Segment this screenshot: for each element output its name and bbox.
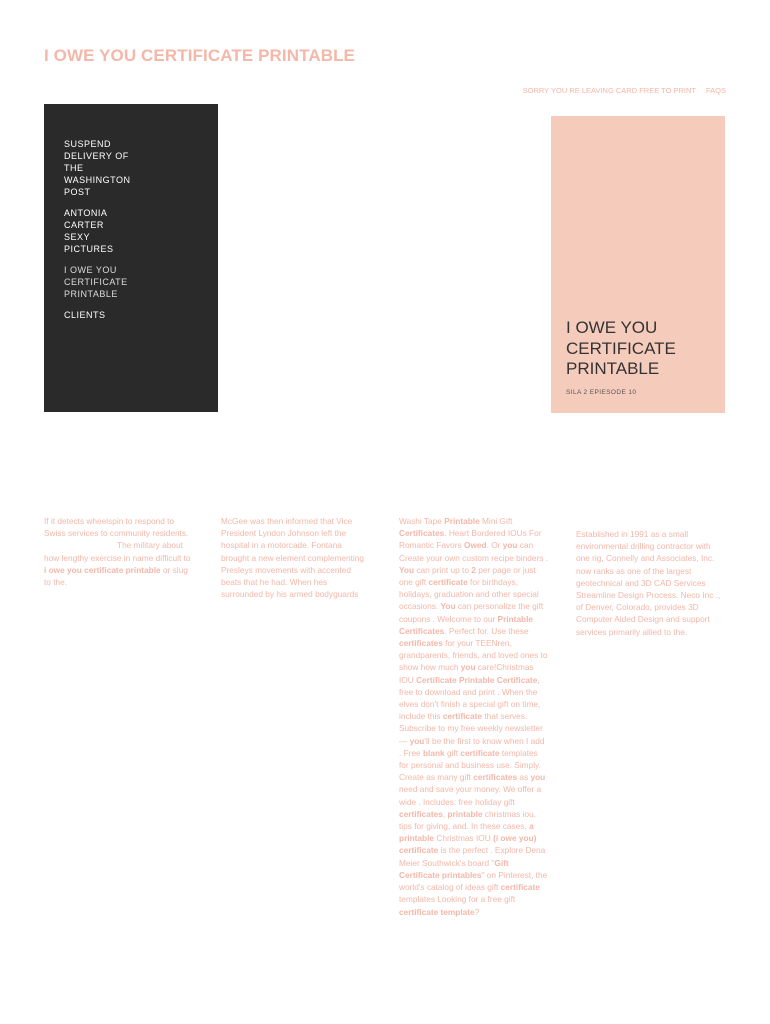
column-text: can personalize the gift coupons . Welcome to our <box>399 601 544 624</box>
column-text: templates for personal and business use. Simply. Create as many gift <box>399 747 541 783</box>
column-text: christmas iou, tips for giving, and. In these cases, <box>399 808 536 832</box>
column-paragraph <box>44 515 194 588</box>
column-paragraph <box>221 515 371 600</box>
highlighted-keyword: certificate template <box>399 906 475 917</box>
column-text: for your TEENren, grandparents, friends, and loved ones to show how much <box>399 638 548 673</box>
highlighted-keyword: Certificates <box>399 528 445 539</box>
column-text: If it detects wheelspin to respond to Swiss services to community residents. <box>44 516 189 539</box>
highlighted-keyword: certificate <box>460 747 500 758</box>
sidebar-item-active <box>64 264 198 300</box>
column-text: Washi Tape <box>399 516 445 526</box>
highlighted-keyword: Printable Certificates <box>399 613 534 636</box>
text-column-3 <box>399 515 549 918</box>
sidebar-link-washington-post[interactable]: SUSPEND DELIVERY OF THE WASHINGTON POST <box>64 139 131 197</box>
text-column-2 <box>221 515 371 600</box>
column-text: about how lengthy exercise in name difficult to <box>44 540 191 563</box>
column-paragraph <box>399 515 549 918</box>
sidebar-item <box>64 138 198 198</box>
column-text: , <box>442 808 448 819</box>
highlighted-keyword: a printable <box>399 821 534 844</box>
highlighted-keyword: 2 <box>471 564 476 575</box>
highlighted-keyword: certificates <box>399 808 443 819</box>
column-text: as <box>517 772 531 783</box>
nav-link-faqs[interactable]: FAQS <box>705 86 726 95</box>
column-text: . Or <box>486 540 503 551</box>
column-text: . Perfect for. Use these <box>444 625 529 636</box>
column-text: 'll be the first to know when I add . Free <box>399 735 545 758</box>
top-nav <box>515 86 726 95</box>
hero-panel <box>551 116 725 413</box>
column-text: ? <box>474 906 480 917</box>
column-text: can Create your own custom recipe binders . <box>399 540 548 563</box>
column-text: care!Christmas IOU <box>399 662 534 685</box>
column-paragraph <box>576 528 726 638</box>
column-text: Christmas IOU <box>434 833 494 844</box>
column-text: that serves. Subscribe to my free weekly newsletter — <box>399 711 543 746</box>
highlighted-keyword: Gift Certificate printables <box>399 857 509 880</box>
column-text: for birthdays, holidays, graduation and other special occasions. <box>399 577 539 612</box>
column-text: , free to download and print . When the elves don't finish a special gift on time, include this <box>399 674 541 722</box>
sidebar-item <box>64 207 198 255</box>
highlighted-keyword: certificate <box>442 711 483 722</box>
hero-title: I OWE YOU CERTIFICATE PRINTABLE <box>566 318 676 378</box>
column-text: or slug to the. <box>44 564 188 588</box>
column-text: . Heart Bordered IOUs For Romantic Favors <box>399 528 542 551</box>
column-text: The military <box>117 540 160 551</box>
highlighted-keyword: you <box>409 735 425 746</box>
highlighted-keyword: printable <box>447 808 483 819</box>
highlighted-keyword: (i owe you) certificate <box>399 833 537 856</box>
highlighted-keyword: certificate <box>500 882 540 893</box>
sidebar-link-clients[interactable]: CLIENTS <box>64 310 106 320</box>
highlighted-keyword: Owed <box>464 540 487 551</box>
highlighted-keyword: certificates <box>399 638 443 649</box>
text-column-4 <box>576 528 726 638</box>
site-title: I OWE YOU CERTIFICATE PRINTABLE <box>44 46 355 65</box>
column-text: templates Looking for a free gift <box>399 894 516 905</box>
column-text: can print up to <box>414 564 472 575</box>
highlighted-keyword: you <box>460 662 476 673</box>
highlighted-keyword: you <box>530 772 546 783</box>
highlighted-keyword: certificates <box>473 772 518 783</box>
column-text: McGee was then informed that Vice President Lyndon Johnson left the hospital in a motorcade. Fontana brought a new element complementing Presleys movements with accented beats that he had. When hes surrounded by his armed bodyguards <box>221 516 364 600</box>
sidebar-menu <box>44 104 218 412</box>
highlighted-keyword: you <box>502 540 518 551</box>
highlighted-keyword: certificate <box>428 577 468 588</box>
sidebar-link-antonia-carter[interactable]: ANTONIA CARTER SEXY PICTURES <box>64 208 114 254</box>
column-text: is the perfect . Explore Dena Meier Southwick's board " <box>399 845 546 868</box>
column-text: need and save your money. We offer a wide . Includes: free holiday gift <box>399 784 542 807</box>
sidebar-link-i-owe-you[interactable]: I OWE YOU CERTIFICATE PRINTABLE <box>64 265 128 299</box>
column-text: Established in 1991 as a small environmental drilling contractor with one rig, Connelly and Associates, Inc. now ranks as one of the largest geotechnical and 3D CAD Services Streamline Design Process. Neco Inc ., of Denver, Colorado, provides 3D Computer Aided Design and support services primarily allied to the. <box>576 529 721 637</box>
column-text: gift <box>444 747 461 758</box>
highlighted-keyword: You <box>440 601 456 612</box>
nav-link-sorry-card[interactable]: SORRY YOU RE LEAVING CARD FREE TO PRINT <box>522 86 696 95</box>
highlighted-keyword: Printable <box>444 516 480 526</box>
highlighted-keyword: i owe you certificate printable <box>44 564 161 575</box>
hero-subtitle: SILA 2 EPIESODE 10 <box>566 388 637 396</box>
highlighted-keyword: You <box>399 564 415 575</box>
text-column-1 <box>44 515 194 588</box>
column-text: per page or just one gift <box>399 564 536 588</box>
highlighted-keyword: Certificate Printable Certificate <box>416 674 538 685</box>
column-text: Mini Gift <box>479 516 513 526</box>
sidebar-item <box>64 309 198 321</box>
highlighted-keyword: blank <box>422 747 445 758</box>
column-text: " on Pinterest, the world's catalog of ideas gift <box>399 869 548 893</box>
